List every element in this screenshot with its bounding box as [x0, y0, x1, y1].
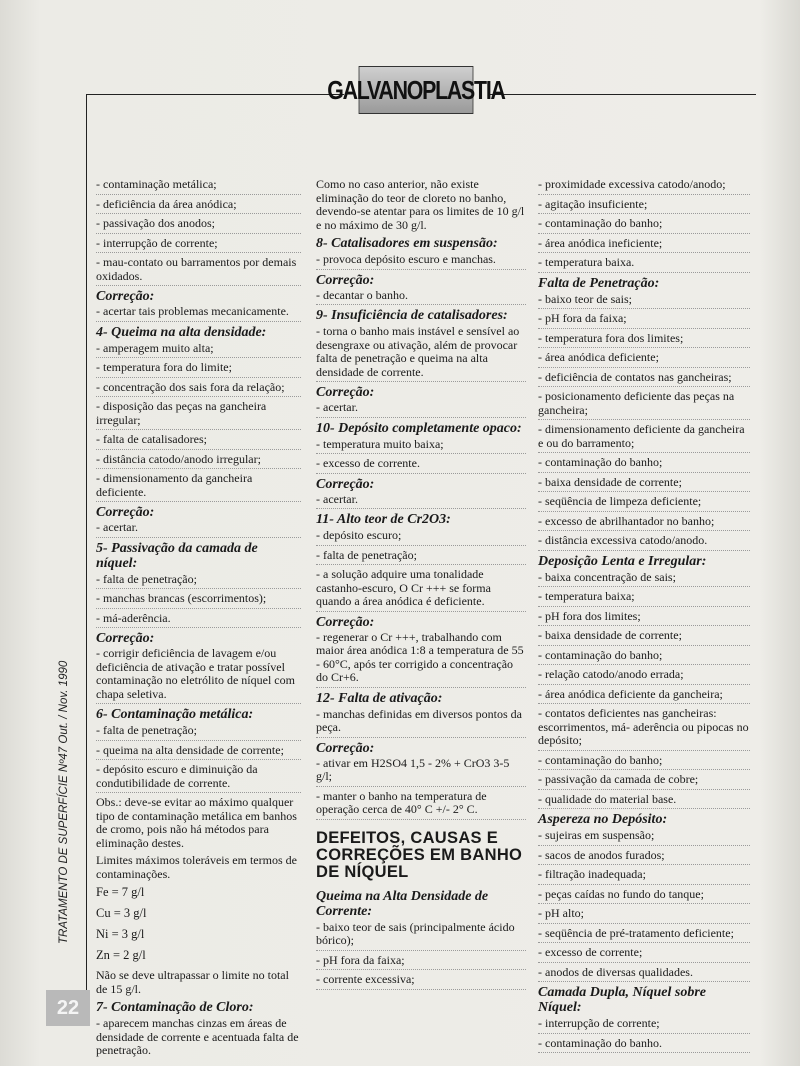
list-item: - contaminação do banho;	[538, 456, 750, 473]
subheading: Correção:	[316, 740, 375, 756]
list-item: - distância catodo/anodo irregular;	[96, 453, 301, 470]
header-rule-right	[488, 94, 756, 95]
list-item: - corrente excessiva;	[316, 973, 526, 990]
list-item: - falta de penetração;	[96, 724, 301, 741]
list-item: - disposição das peças na gancheira irregular;	[96, 400, 301, 430]
limit-value: Fe = 7 g/l	[96, 885, 145, 899]
list-item: - mau-contato ou barramentos por demais oxidados.	[96, 256, 301, 286]
section-title: GALVANOPLASTIA	[359, 66, 474, 114]
list-item: - pH alto;	[538, 907, 750, 924]
list-item: - área anódica deficiente da gancheira;	[538, 688, 750, 705]
list-item: - dimensionamento deficiente da gancheira e ou do barramento;	[538, 423, 750, 453]
list-item: - interrupção de corrente;	[538, 1017, 750, 1034]
list-item: - queima na alta densidade de corrente;	[96, 744, 301, 761]
paragraph: Não se deve ultrapassar o limite no total de 15 g/l.	[96, 968, 289, 996]
list-item: - falta de catalisadores;	[96, 433, 301, 450]
column-2	[316, 178, 526, 993]
list-item: - manchas definidas em diversos pontos da peça.	[316, 708, 526, 738]
list-item: - posicionamento deficiente das peças na gancheira;	[538, 390, 750, 420]
list-item: - dimensionamento da gancheira deficiente.	[96, 472, 301, 502]
list-item: - acertar.	[316, 401, 526, 418]
list-item: - anodos de diversas qualidades.	[538, 966, 750, 983]
list-item: - deficiência da área anódica;	[96, 198, 301, 215]
list-item: - temperatura baixa;	[538, 590, 750, 607]
list-item: - deficiência de contatos nas gancheiras;	[538, 371, 750, 388]
list-item: - contaminação do banho;	[538, 649, 750, 666]
list-item: - acertar.	[96, 521, 301, 538]
list-item: - concentração dos sais fora da relação;	[96, 381, 301, 398]
journal-issue-line: TRATAMENTO DE SUPERFÍCIE Nº47 Out. / Nov. 1990	[58, 660, 70, 944]
list-item: - falta de penetração;	[316, 549, 526, 566]
column-1	[96, 178, 301, 1062]
list-item: - passivação da camada de cobre;	[538, 773, 750, 790]
list-item: - manchas brancas (escorrimentos);	[96, 592, 301, 609]
list-item: - pH fora da faixa;	[538, 312, 750, 329]
list-item: - filtração inadequada;	[538, 868, 750, 885]
section-heading: 11- Alto teor de Cr2O3:	[316, 512, 451, 527]
list-item: - baixo teor de sais (principalmente ácido bórico);	[316, 921, 526, 951]
list-item: - pH fora da faixa;	[316, 954, 526, 971]
limit-value: Ni = 3 g/l	[96, 927, 145, 941]
margin-rule	[86, 94, 87, 1004]
list-item: - interrupção de corrente;	[96, 237, 301, 254]
list-item: - excesso de corrente.	[316, 457, 526, 474]
list-item: - área anódica ineficiente;	[538, 237, 750, 254]
list-item: - contaminação do banho;	[538, 217, 750, 234]
list-item: - sujeiras em suspensão;	[538, 829, 750, 846]
list-item: - proximidade excessiva catodo/anodo;	[538, 178, 750, 195]
limit-value: Cu = 3 g/l	[96, 906, 147, 920]
list-item: - má-aderência.	[96, 612, 301, 629]
section-heading: Aspereza no Depósito:	[538, 812, 668, 827]
section-heading: 6- Contaminação metálica:	[96, 707, 254, 722]
list-item: - temperatura fora dos limites;	[538, 332, 750, 349]
subheading: Correção:	[316, 385, 375, 400]
page-number: 22	[46, 990, 90, 1026]
subheading: Correção:	[316, 614, 375, 630]
list-item: - seqüência de pré-tratamento deficiente;	[538, 927, 750, 944]
list-item: - peças caídas no fundo do tanque;	[538, 888, 750, 905]
paragraph: Como no caso anterior, não existe eliminação do teor de cloreto no banho, devendo-se atentar para os limites de 10 g/l e no máximo de 30 g/l.	[316, 177, 525, 232]
list-item: - baixa densidade de corrente;	[538, 476, 750, 493]
list-item: - distância excessiva catodo/anodo.	[538, 534, 750, 551]
list-item: - baixa concentração de sais;	[538, 571, 750, 588]
section-heading: 9- Insuficiência de catalisadores:	[316, 308, 508, 323]
list-item: - depósito escuro;	[316, 529, 526, 546]
list-item: - seqüência de limpeza deficiente;	[538, 495, 750, 512]
section-heading: Camada Dupla, Níquel sobre Níquel:	[538, 985, 707, 1015]
list-item: - corrigir deficiência de lavagem e/ou deficiência de ativação e tratar possível contaminação no eletrólito de níquel com chapa seletiva.	[96, 647, 301, 704]
list-item: - agitação insuficiente;	[538, 198, 750, 215]
list-item: - acertar tais problemas mecanicamente.	[96, 305, 301, 322]
paragraph: Obs.: deve-se evitar ao máximo qualquer tipo de contaminação metálica em banhos de cromo, pois não há métodos para eliminação destes.	[96, 795, 297, 850]
list-item: - excesso de corrente;	[538, 946, 750, 963]
subheading: Correção:	[316, 476, 375, 492]
subheading: Correção:	[316, 272, 375, 288]
list-item: - regenerar o Cr +++, trabalhando com maior área anódica 1:8 a temperatura de 55 - 60°C, após ter corrigido a concentração do Cr+6.	[316, 631, 526, 688]
section-heading: 8- Catalisadores em suspensão:	[316, 236, 498, 251]
section-heading: 5- Passivação da camada de níquel:	[96, 540, 258, 571]
list-item: - contaminação metálica;	[96, 178, 301, 195]
list-item: - temperatura baixa.	[538, 256, 750, 273]
list-item: - falta de penetração;	[96, 573, 301, 590]
list-item: - sacos de anodos furados;	[538, 849, 750, 866]
list-item: - decantar o banho.	[316, 289, 526, 306]
list-item: - relação catodo/anodo errada;	[538, 668, 750, 685]
paragraph: Limites máximos toleráveis em termos de contaminações.	[96, 853, 297, 881]
list-item: - baixa densidade de corrente;	[538, 629, 750, 646]
list-item: - temperatura muito baixa;	[316, 438, 526, 455]
list-item: - contaminação do banho.	[538, 1037, 750, 1054]
paragraph: - aparecem manchas cinzas em áreas de densidade de corrente e acentuada falta de penetração.	[96, 1016, 299, 1057]
list-item: - contatos deficientes nas gancheiras: escorrimentos, má- aderência ou pipocas no depósito;	[538, 707, 750, 751]
list-item: - provoca depósito escuro e manchas.	[316, 253, 526, 270]
section-heading: 7- Contaminação de Cloro:	[96, 1000, 254, 1015]
article-title: DEFEITOS, CAUSAS E CORREÇÕES EM BANHO DE NÍQUEL	[316, 828, 523, 881]
subheading: Correção:	[96, 631, 155, 646]
list-item: - excesso de abrilhantador no banho;	[538, 515, 750, 532]
list-item: - acertar.	[316, 493, 526, 510]
list-item: - temperatura fora do limite;	[96, 361, 301, 378]
subheading: Correção:	[96, 505, 155, 520]
list-item: - torna o banho mais instável e sensível ao desengraxe ou ativação, além de provocar falta de penetração e queima na alta densidade de corrente.	[316, 325, 526, 382]
section-heading: 12- Falta de ativação:	[316, 690, 443, 706]
list-item: - pH fora dos limites;	[538, 610, 750, 627]
header-rule-left	[86, 94, 344, 95]
list-item: - área anódica deficiente;	[538, 351, 750, 368]
limit-value: Zn = 2 g/l	[96, 948, 146, 962]
list-item: - manter o banho na temperatura de operação cerca de 40° C +/- 2° C.	[316, 790, 526, 820]
section-heading: 4- Queima na alta densidade:	[96, 324, 267, 340]
section-heading: Deposição Lenta e Irregular:	[538, 553, 707, 569]
section-heading: 10- Depósito completamente opaco:	[316, 420, 522, 436]
list-item: - a solução adquire uma tonalidade castanho-escuro, O Cr +++ se forma quando a área anódica é deficiente.	[316, 568, 526, 612]
subheading: Correção:	[96, 289, 155, 304]
list-item: - passivação dos anodos;	[96, 217, 301, 234]
section-heading: Falta de Penetração:	[538, 275, 660, 291]
section-heading: Queima na Alta Densidade de Corrente:	[316, 888, 489, 919]
column-3	[538, 178, 750, 1056]
list-item: - ativar em H2SO4 1,5 - 2% + CrO3 3-5 g/l;	[316, 757, 526, 787]
list-item: - depósito escuro e diminuição da condutibilidade de corrente.	[96, 763, 301, 793]
list-item: - qualidade do material base.	[538, 793, 750, 810]
list-item: - amperagem muito alta;	[96, 342, 301, 359]
list-item: - contaminação do banho;	[538, 754, 750, 771]
list-item: - baixo teor de sais;	[538, 293, 750, 310]
